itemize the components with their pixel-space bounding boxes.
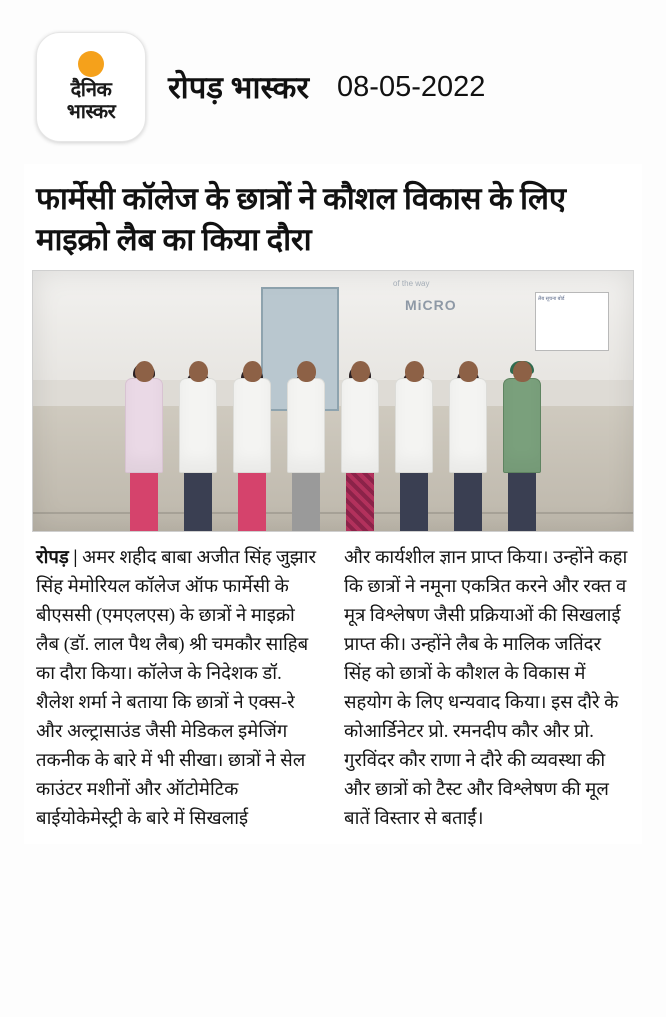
person — [335, 361, 385, 531]
clothing — [449, 378, 487, 473]
photo-sign-text: MiCRO — [405, 297, 457, 313]
head — [405, 361, 424, 382]
edition-title: रोपड़ भास्कर — [168, 70, 310, 105]
person — [227, 361, 277, 531]
legs — [508, 473, 536, 531]
photo-people-group — [33, 313, 633, 531]
sun-icon — [78, 51, 104, 77]
article-clipping — [24, 164, 642, 844]
clothing — [287, 378, 325, 473]
article-photo — [32, 270, 634, 532]
photo-board-text: of the way — [393, 278, 430, 288]
legs — [346, 473, 374, 531]
legs — [184, 473, 212, 531]
clothing — [341, 378, 379, 473]
dateline: रोपड़ | — [36, 548, 78, 568]
article-headline: फार्मेसी कॉलेज के छात्रों ने कौशल विकास के लिए माइक्रो लैब का किया दौरा — [36, 181, 566, 257]
head — [297, 361, 316, 382]
logo-line-2: भास्कर — [66, 101, 116, 123]
person — [281, 361, 331, 531]
head — [135, 361, 154, 382]
head — [351, 361, 370, 382]
head — [189, 361, 208, 382]
column-left-text: अमर शहीद बाबा अजीत सिंह जुझार सिंह मेमोरियल कॉलेज ऑफ फार्मेसी के बीएससी (एमएलएस) के छात्रों ने माइक्रो लैब (डॉ. लाल पैथ लैब) श्री चमकौर साहिब का दौरा किया। कॉलेज के निदेशक डॉ. शैलेश शर्मा ने बताया कि छात्रों ने एक्स-रे और अल्ट्रासाउंड जैसी मेडिकल इमेजिंग तकनीक के बारे में भी सीखा। छात्रों ने सेल काउंटर मशीनों और ऑटोमेटिक बाईयोकेमेस्ट्री के बारे में सिखलाई — [36, 548, 317, 829]
masthead — [0, 0, 666, 160]
clothing — [179, 378, 217, 473]
clothing — [233, 378, 271, 473]
head — [459, 361, 478, 382]
person — [173, 361, 223, 531]
legs — [400, 473, 428, 531]
photo-notice-text: लैब सूचना बोर्ड — [538, 295, 565, 302]
person — [443, 361, 493, 531]
article-column-left — [36, 544, 322, 834]
clothing — [395, 378, 433, 473]
article-body — [32, 532, 634, 838]
clothing — [503, 378, 541, 473]
legs — [292, 473, 320, 531]
logo-line-1: दैनिक — [70, 79, 112, 101]
person — [497, 361, 547, 531]
article-column-right — [344, 544, 630, 834]
person — [119, 361, 169, 531]
publication-date: 08-05-2022 — [337, 70, 486, 103]
legs — [238, 473, 266, 531]
clothing — [125, 378, 163, 473]
head — [513, 361, 532, 382]
head — [243, 361, 262, 382]
column-right-text: और कार्यशील ज्ञान प्राप्त किया। उन्होंने कहा कि छात्रों ने नमूना एकत्रित करने और रक्त व मूत्र विश्लेषण जैसी प्रक्रियाओं की सिखलाई प्राप्त की। उन्होंने लैब के मालिक जतिंदर सिंह को छात्रों के कौशल के विकास में सहयोग के लिए धन्यवाद किया। इस दौरे के कोआर्डिनेटर प्रो. रमनदीप कौर और प्रो. गुरविंदर कौर राणा ने दौरे की व्यवस्था की और छात्रों को टैस्ट और विश्लेषण की मूल बातें विस्तार से बताईं। — [344, 548, 628, 829]
legs — [130, 473, 158, 531]
person — [389, 361, 439, 531]
dainik-bhaskar-logo — [36, 32, 146, 142]
legs — [454, 473, 482, 531]
